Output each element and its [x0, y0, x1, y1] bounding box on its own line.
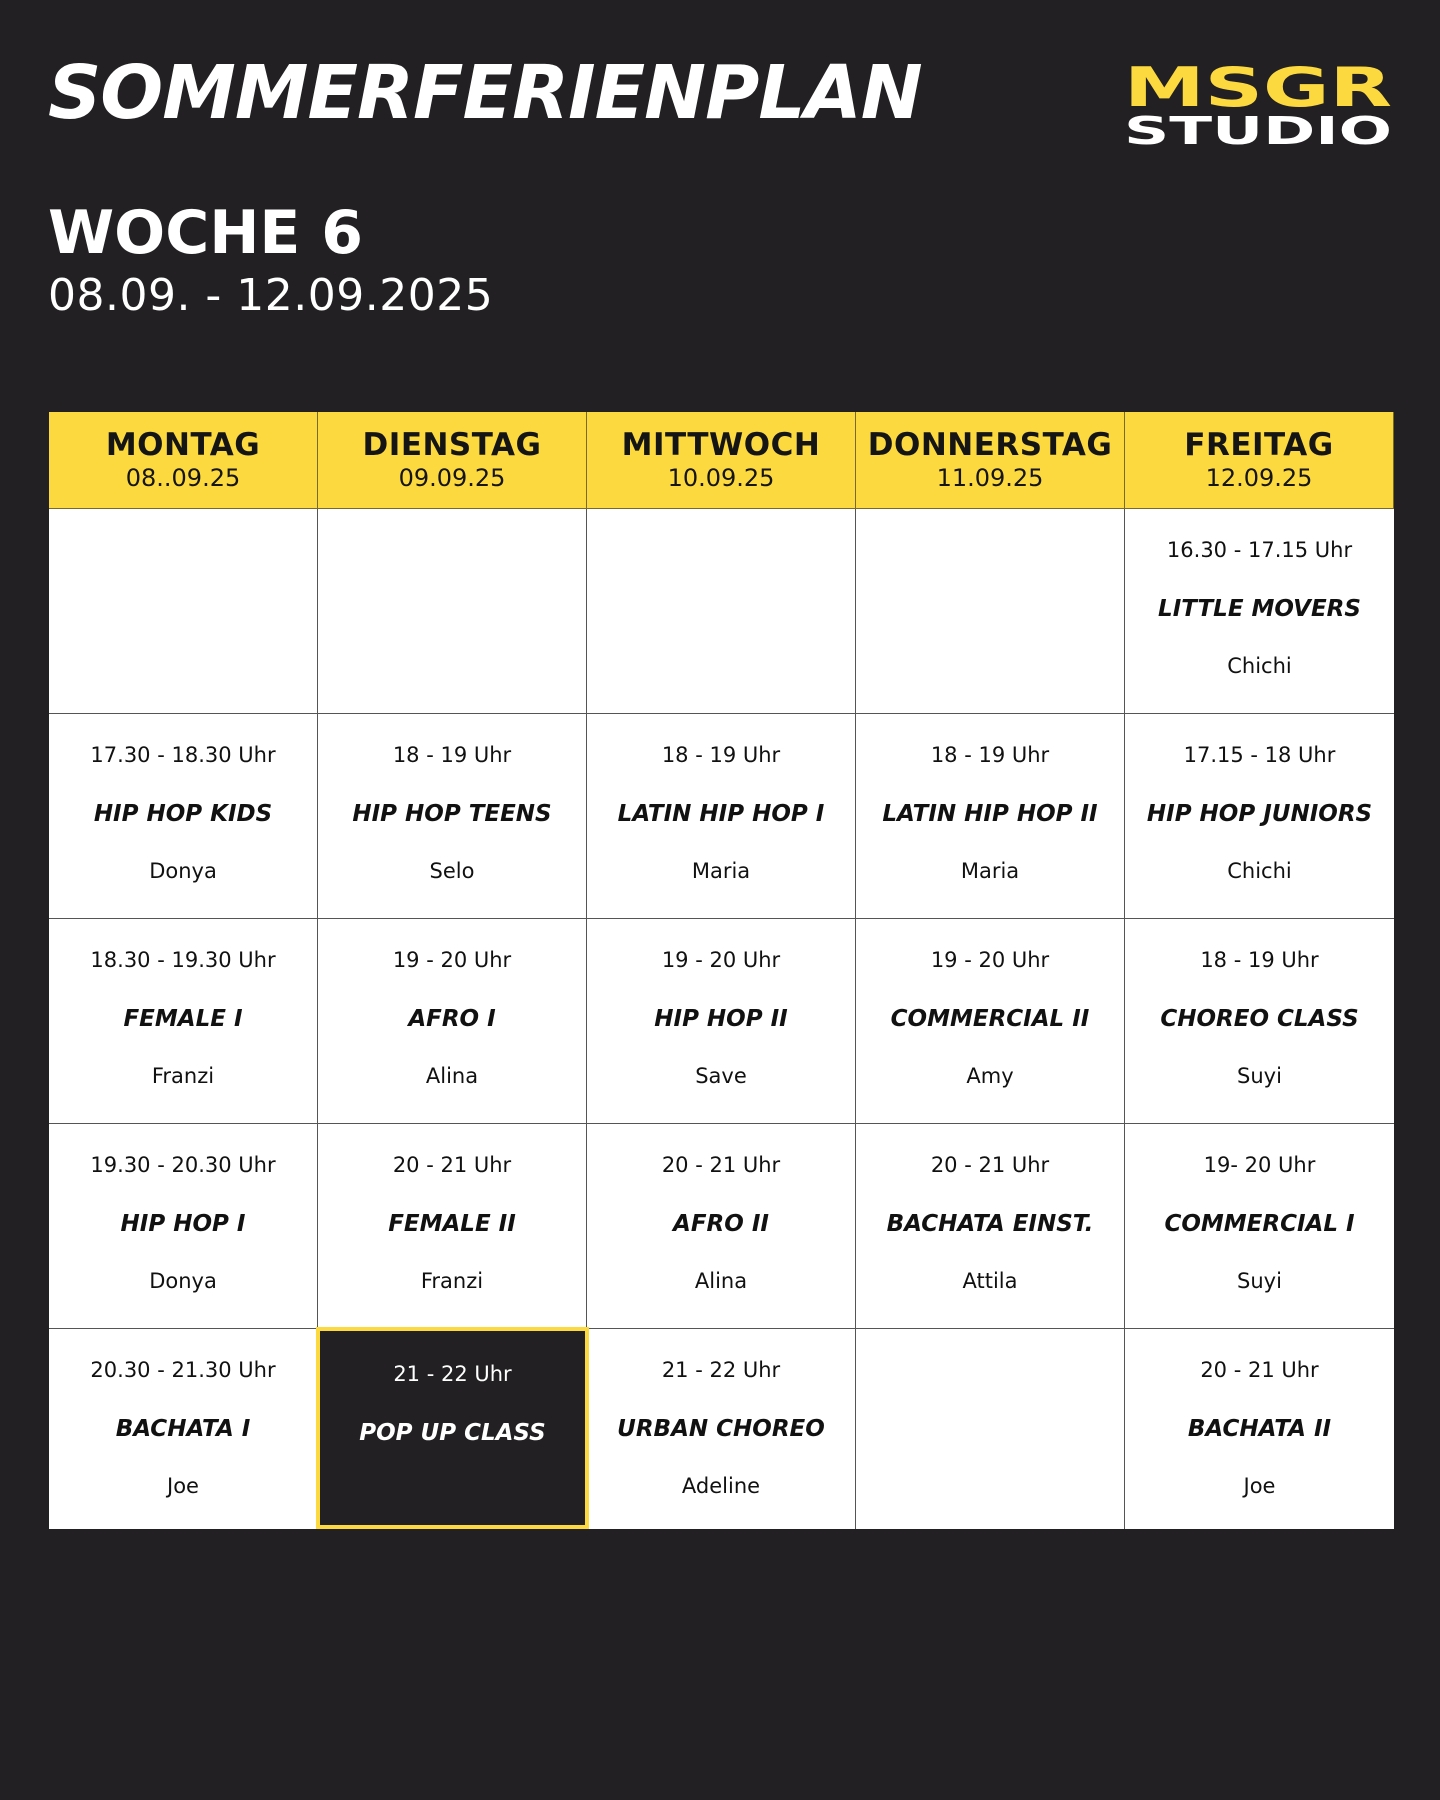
class-time: 20 - 21 Uhr [661, 1153, 781, 1177]
class-time: 20.30 - 21.30 Uhr [90, 1358, 276, 1382]
schedule-cell-empty [49, 509, 318, 714]
class-teacher: Joe [1243, 1474, 1276, 1498]
schedule-cell-empty [318, 509, 587, 714]
day-header-freitag [1125, 412, 1394, 509]
schedule-cell [587, 1329, 856, 1529]
day-name: MITTWOCH [621, 426, 821, 463]
class-name: FEMALE I [123, 1006, 243, 1032]
day-date: 11.09.25 [936, 463, 1044, 492]
schedule-cell [856, 714, 1125, 919]
schedule-cell-empty [587, 509, 856, 714]
class-name: LATIN HIP HOP I [617, 801, 825, 827]
schedule-cell [856, 919, 1125, 1124]
schedule-cell [856, 1124, 1125, 1329]
class-name: COMMERCIAL II [890, 1006, 1090, 1032]
schedule-cell [49, 714, 318, 919]
schedule-cell [49, 1124, 318, 1329]
class-name: HIP HOP KIDS [93, 801, 273, 827]
class-teacher: Joe [167, 1474, 199, 1498]
week-heading: WOCHE 6 [48, 198, 364, 268]
class-name: HIP HOP JUNIORS [1146, 801, 1373, 827]
day-header-donnerstag [856, 412, 1125, 509]
class-time: 19 - 20 Uhr [661, 948, 781, 972]
class-name: POP UP CLASS [359, 1420, 546, 1446]
class-teacher: Suyi [1237, 1269, 1282, 1293]
class-name: URBAN CHOREO [617, 1416, 825, 1442]
class-time: 19 - 20 Uhr [392, 948, 512, 972]
day-date: 09.09.25 [398, 463, 506, 492]
day-name: DIENSTAG [362, 426, 542, 463]
schedule-cell [49, 919, 318, 1124]
schedule-cell [1125, 714, 1394, 919]
logo-line-studio: STUDIO [1124, 109, 1392, 146]
class-name: COMMERCIAL I [1164, 1211, 1355, 1237]
class-time: 21 - 22 Uhr [661, 1358, 781, 1382]
class-teacher: Maria [691, 859, 751, 883]
class-name: BACHATA I [115, 1416, 251, 1442]
schedule-cell [318, 714, 587, 919]
class-name: LATIN HIP HOP II [882, 801, 1098, 827]
schedule-cell [587, 714, 856, 919]
class-name: HIP HOP I [120, 1211, 246, 1237]
schedule-cell [49, 1329, 318, 1529]
class-time: 20 - 21 Uhr [1200, 1358, 1319, 1382]
class-time: 18 - 19 Uhr [1200, 948, 1319, 972]
schedule-cell [1125, 509, 1394, 714]
schedule-cell [318, 919, 587, 1124]
schedule-cell [587, 919, 856, 1124]
day-header-dienstag [318, 412, 587, 509]
date-range: 08.09. - 12.09.2025 [48, 270, 494, 321]
day-date: 12.09.25 [1205, 463, 1313, 492]
class-time: 16.30 - 17.15 Uhr [1166, 538, 1353, 562]
class-time: 20 - 21 Uhr [930, 1153, 1050, 1177]
schedule-cell [1125, 1329, 1394, 1529]
class-teacher: Franzi [151, 1064, 215, 1088]
class-teacher: Maria [960, 859, 1020, 883]
class-teacher: Alina [694, 1269, 748, 1293]
class-time: 20 - 21 Uhr [392, 1153, 512, 1177]
class-name: AFRO II [673, 1211, 769, 1237]
day-name: DONNERSTAG [867, 426, 1113, 463]
class-time: 19 - 20 Uhr [930, 948, 1050, 972]
class-name: BACHATA II [1187, 1416, 1332, 1442]
class-teacher: Adeline [681, 1474, 761, 1498]
class-teacher: Franzi [420, 1269, 484, 1293]
day-date: 10.09.25 [667, 463, 775, 492]
day-header-montag [49, 412, 318, 509]
class-name: BACHATA EINST. [886, 1211, 1094, 1237]
class-name: LITTLE MOVERS [1158, 596, 1361, 622]
schedule-cell-empty [856, 1329, 1125, 1529]
class-time: 18 - 19 Uhr [930, 743, 1050, 767]
class-name: AFRO I [408, 1006, 496, 1032]
class-teacher: Suyi [1237, 1064, 1282, 1088]
class-time: 17.30 - 18.30 Uhr [90, 743, 276, 767]
studio-logo [1122, 62, 1394, 146]
schedule-table [49, 412, 1394, 1529]
class-teacher: Alina [425, 1064, 479, 1088]
day-date: 08..09.25 [125, 463, 241, 492]
day-name: FREITAG [1184, 426, 1334, 463]
class-time: 17.15 - 18 Uhr [1183, 743, 1336, 767]
class-name: HIP HOP II [654, 1006, 788, 1032]
class-teacher: Attila [962, 1269, 1018, 1293]
class-teacher: Donya [149, 1269, 217, 1293]
class-time: 19- 20 Uhr [1203, 1153, 1316, 1177]
class-time: 19.30 - 20.30 Uhr [90, 1153, 276, 1177]
day-header-mittwoch [587, 412, 856, 509]
schedule-cell [1125, 1124, 1394, 1329]
page-title: SOMMERFERIENPLAN [48, 50, 922, 136]
class-teacher: Selo [429, 859, 475, 883]
schedule-cell [1125, 919, 1394, 1124]
class-name: FEMALE II [388, 1211, 516, 1237]
class-time: 18 - 19 Uhr [661, 743, 781, 767]
schedule-cell [318, 1124, 587, 1329]
class-teacher: Chichi [1227, 654, 1292, 678]
class-time: 18.30 - 19.30 Uhr [90, 948, 276, 972]
logo-line-msgr: MSGR [1124, 62, 1392, 119]
class-name: CHOREO CLASS [1160, 1006, 1359, 1032]
schedule-cell-empty [856, 509, 1125, 714]
class-teacher: Donya [149, 859, 217, 883]
class-time: 18 - 19 Uhr [392, 743, 512, 767]
day-name: MONTAG [105, 426, 261, 463]
schedule-cell [587, 1124, 856, 1329]
class-teacher: Chichi [1227, 859, 1292, 883]
class-teacher: Save [695, 1064, 747, 1088]
class-name: HIP HOP TEENS [352, 801, 552, 827]
class-teacher: Amy [966, 1064, 1014, 1088]
class-time: 21 - 22 Uhr [393, 1362, 512, 1386]
schedule-cell-highlight [316, 1327, 589, 1529]
